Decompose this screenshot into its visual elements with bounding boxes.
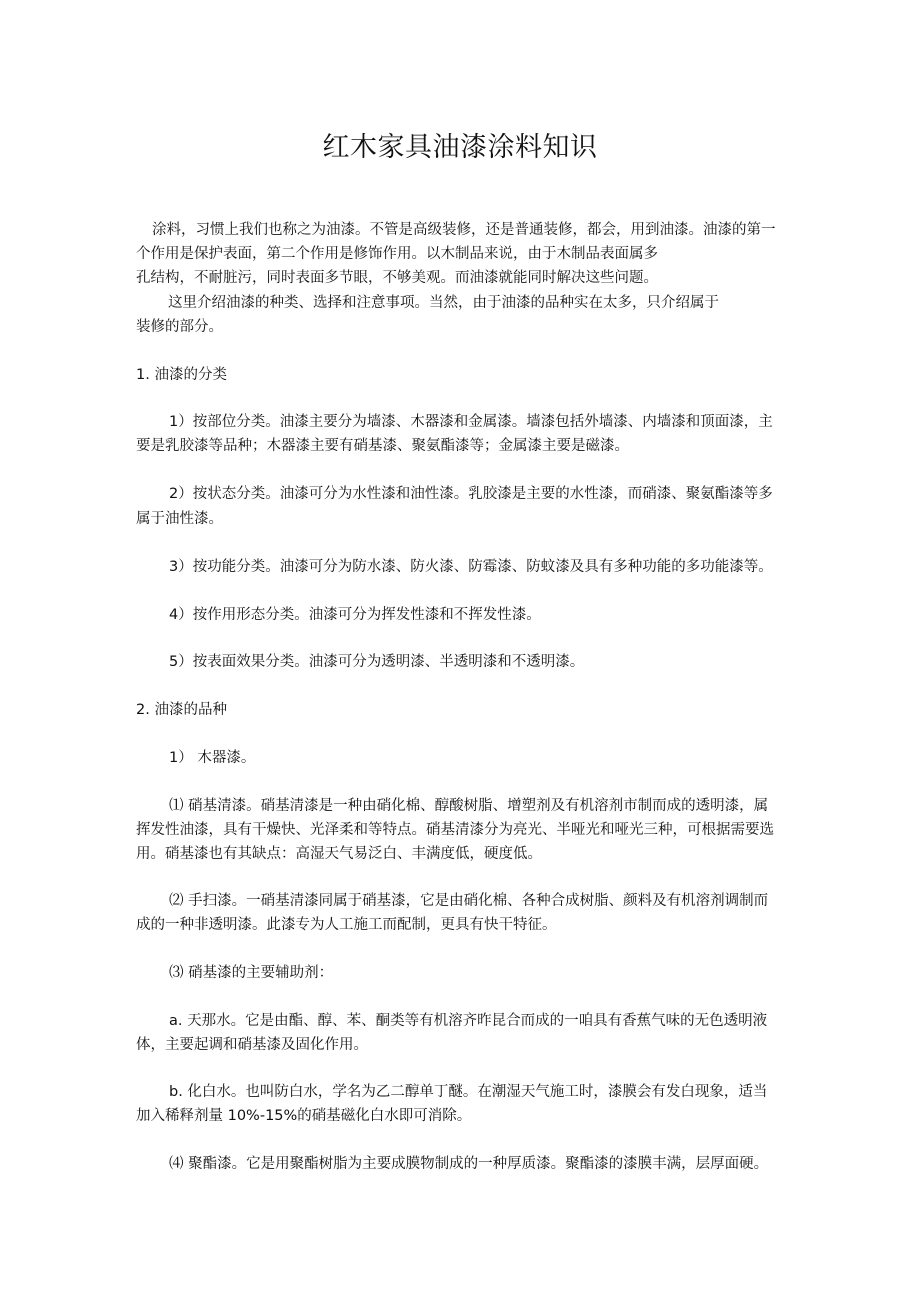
subsection-heading: 1） 木器漆。 [169, 750, 256, 766]
paragraph-line: 涂料，习惯上我们也称之为油漆。不管是高级装修，还是普通装修，都会，用到油漆。油漆的第一 [152, 222, 776, 238]
paragraph-line: 这里介绍油漆的种类、选择和注意事项。当然，由于油漆的品种实在太多，只介绍属于 [168, 295, 719, 311]
document-title: 红木家具油漆涂料知识 [322, 132, 598, 163]
section-heading: 1. 油漆的分类 [136, 367, 227, 383]
paragraph-line: 5）按表面效果分类。油漆可分为透明漆、半透明漆和不透明漆。 [169, 654, 585, 670]
section-heading: 2. 油漆的品种 [136, 702, 227, 718]
paragraph-line: ⑵ 手扫漆。一硝基清漆同属于硝基漆，它是由硝化棉、各种合成树脂、颜料及有机溶剂调制而 [169, 893, 769, 909]
paragraph-line: 4）按作用形态分类。油漆可分为挥发性漆和不挥发性漆。 [169, 607, 541, 623]
paragraph-line: 要是乳胶漆等品种；木器漆主要有硝基漆、聚氨酯漆等；金属漆主要是磁漆。 [136, 438, 629, 454]
paragraph-line: 个作用是保护表面，第二个作用是修饰作用。以木制品来说，由于木制品表面属多 [136, 246, 658, 262]
paragraph-line: 1）按部位分类。油漆主要分为墙漆、木器漆和金属漆。墙漆包括外墙漆、内墙漆和顶面漆，主 [169, 414, 773, 430]
paragraph-line: a. 天那水。它是由酯、醇、苯、酮类等有机溶齐昨昆合而成的一咱具有香蕉气味的无色透明液 [169, 1013, 768, 1029]
paragraph-line: 装修的部分。 [136, 319, 223, 335]
paragraph-line: ⑷ 聚酯漆。它是用聚酯树脂为主要成膜物制成的一种厚质漆。聚酯漆的漆膜丰满，层厚面硬。 [169, 1156, 769, 1172]
paragraph-line: ⑴ 硝基清漆。硝基清漆是一种由硝化棉、醇酸树脂、增塑剂及有机溶剂市制而成的透明漆，属 [169, 798, 769, 814]
paragraph-line: ⑶ 硝基漆的主要辅助剂： [169, 965, 334, 981]
paragraph-line: 用。硝基漆也有其缺点：高湿天气易泛白、丰满度低，硬度低。 [136, 846, 542, 862]
paragraph-line: b. 化白水。也叫防白水，学名为乙二醇单丁醚。在潮湿天气施工时，漆膜会有发白现象，适当 [169, 1084, 768, 1100]
paragraph-line: 3）按功能分类。油漆可分为防水漆、防火漆、防霉漆、防蚊漆及具有多种功能的多功能漆等。 [169, 559, 773, 575]
paragraph-line: 属于油性漆。 [136, 511, 223, 527]
paragraph-line: 孔结构，不耐脏污，同时表面多节眼，不够美观。而油漆就能同时解决这些问题。 [136, 270, 658, 286]
paragraph-line: 体，主要起调和硝基漆及固化作用。 [136, 1037, 368, 1053]
paragraph-line: 2）按状态分类。油漆可分为水性漆和油性漆。乳胶漆是主要的水性漆，而硝漆、聚氨酯漆等多 [169, 486, 773, 502]
paragraph-line: 成的一种非透明漆。此漆专为人工施工而配制，更具有快干特征。 [136, 917, 557, 933]
paragraph-line: 挥发性油漆，具有干燥快、光泽柔和等特点。硝基清漆分为亮光、半哑光和哑光三种，可根据需要选 [136, 822, 774, 838]
paragraph-line: 加入稀释剂量 10%-15%的硝基磁化白水即可消除。 [136, 1108, 472, 1124]
